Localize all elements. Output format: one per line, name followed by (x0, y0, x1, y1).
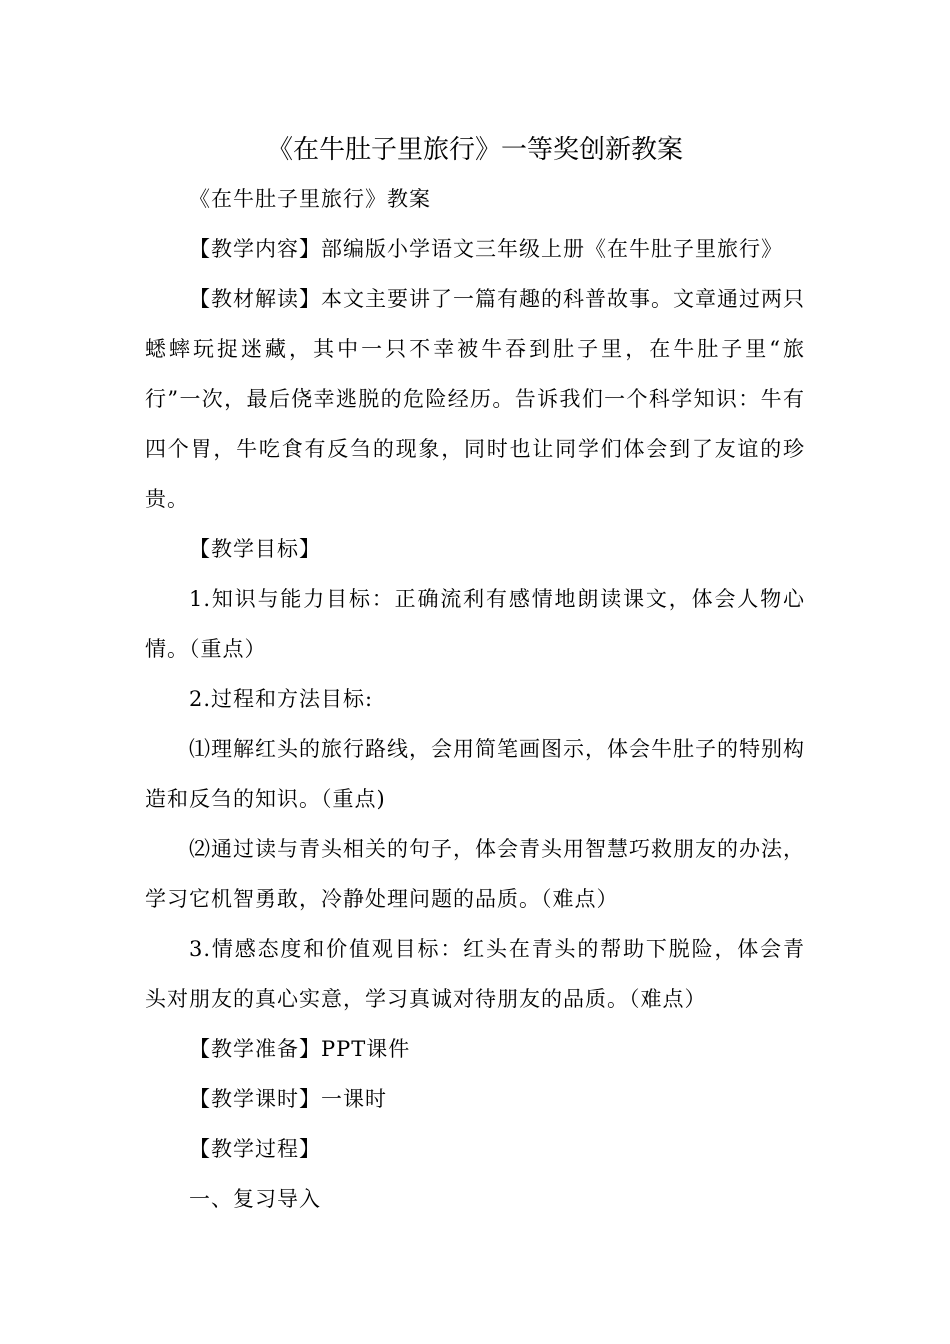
goal-knowledge-ability: 1.知识与能力目标：正确流利有感情地朗读课文，体会人物心情。（重点） (145, 587, 805, 661)
teaching-content-paragraph: 【教学内容】部编版小学语文三年级上册《在牛肚子里旅行》 (189, 237, 783, 261)
textbook-analysis-paragraph: 【教材解读】本文主要讲了一篇有趣的科普故事。文章通过两只蟋蟀玩捉迷藏，其中一只不幸被牛吞到肚子里，在牛肚子里“旅行”一次，最后侥幸逃脱的危险经历。告诉我们一个科学知识：牛有四个胃，牛吃食有反刍的现象，同时也让同学们体会到了友谊的珍贵。 (145, 287, 805, 511)
lesson-plan-subtitle: 《在牛肚子里旅行》教案 (189, 187, 431, 211)
goal-emotion-values: 3.情感态度和价值观目标：红头在青头的帮助下脱险，体会青头对朋友的真心实意，学习真诚对待朋友的品质。（难点） (145, 937, 805, 1011)
teaching-goals-heading: 【教学目标】 (189, 537, 321, 561)
teaching-preparation: 【教学准备】PPT课件 (189, 1037, 411, 1061)
goal-process-item-2: ⑵通过读与青头相关的句子，体会青头用智慧巧救朋友的办法，学习它机智勇敢，冷静处理问题的品质。（难点） (145, 837, 805, 911)
document-title: 《在牛肚子里旅行》一等奖创新教案 (266, 135, 683, 165)
teaching-hours: 【教学课时】一课时 (189, 1087, 387, 1111)
goal-process-item-1: ⑴理解红头的旅行路线，会用简笔画图示，体会牛肚子的特别构造和反刍的知识。（重点) (145, 737, 805, 811)
section-review-intro: 一、复习导入 (189, 1187, 321, 1211)
goal-process-method: 2.过程和方法目标: (189, 687, 374, 711)
teaching-process-heading: 【教学过程】 (189, 1137, 321, 1161)
